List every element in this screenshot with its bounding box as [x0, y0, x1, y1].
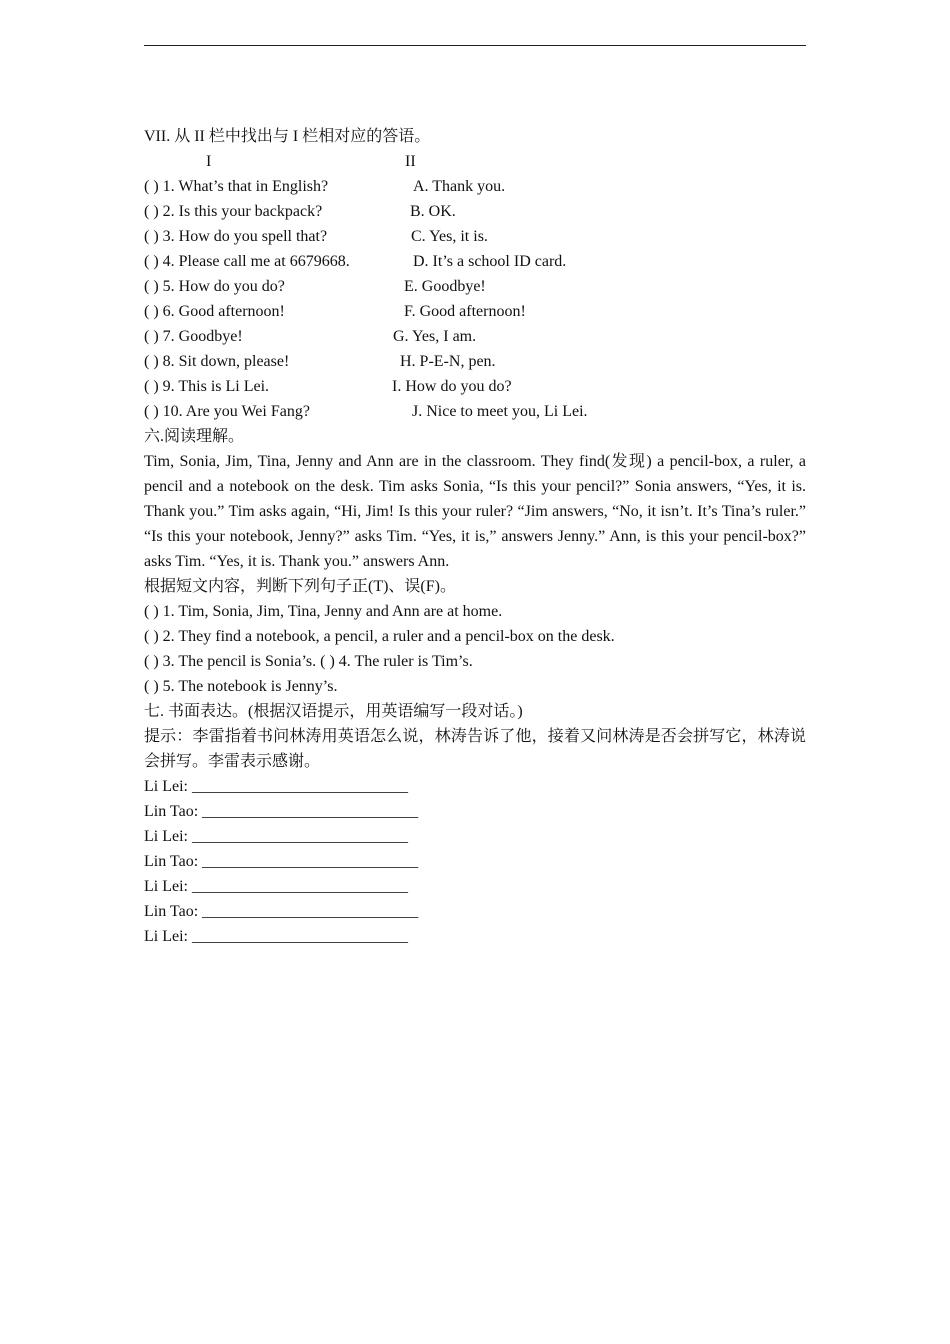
- matching-row: [144, 224, 806, 249]
- true-false-text: ( ) 3. The pencil is Sonia’s. ( ) 4. The ruler is Tim’s.: [144, 653, 473, 670]
- true-false-item: [144, 649, 806, 674]
- matching-row: [144, 324, 806, 349]
- matching-row: [144, 349, 806, 374]
- answer-text: B. OK.: [410, 203, 456, 220]
- dialogue-blank: Lin Tao: ___________________________: [144, 803, 419, 820]
- dialogue-line: [144, 924, 806, 949]
- answer-text: H. P-E-N, pen.: [400, 353, 496, 370]
- dialogue-line: [144, 899, 806, 924]
- section-title-text: VII. 从 II 栏中找出与 I 栏相对应的答语。: [144, 128, 431, 145]
- answer-text: G. Yes, I am.: [393, 328, 477, 345]
- question-text: ( ) 8. Sit down, please!: [144, 353, 290, 370]
- matching-row: [144, 299, 806, 324]
- question-text: ( ) 4. Please call me at 6679668.: [144, 253, 350, 270]
- matching-row: [144, 399, 806, 424]
- writing-title: [144, 699, 806, 724]
- question-text: ( ) 5. How do you do?: [144, 278, 285, 295]
- question-text: ( ) 2. Is this your backpack?: [144, 203, 323, 220]
- true-false-text: ( ) 2. They find a notebook, a pencil, a ruler and a pencil-box on the desk.: [144, 628, 615, 645]
- answer-text: E. Goodbye!: [404, 278, 486, 295]
- dialogue-blank: Li Lei: ___________________________: [144, 778, 408, 795]
- reading-title-text: 六.阅读理解。: [144, 428, 245, 445]
- dialogue-line: [144, 774, 806, 799]
- true-false-item: [144, 674, 806, 699]
- column-ii-header: II: [405, 153, 416, 170]
- matching-row: [144, 199, 806, 224]
- column-i-header: I: [206, 153, 212, 170]
- reading-instruction: [144, 574, 806, 599]
- question-text: ( ) 6. Good afternoon!: [144, 303, 285, 320]
- true-false-item: [144, 624, 806, 649]
- true-false-item: [144, 599, 806, 624]
- question-text: ( ) 1. What’s that in English?: [144, 178, 329, 195]
- dialogue-blank: Li Lei: ___________________________: [144, 878, 408, 895]
- dialogue-line: [144, 799, 806, 824]
- writing-hint: 提示：李雷指着书问林涛用英语怎么说，林涛告诉了他，接着又问林涛是否会拼写它，林涛说会拼写。李雷表示感谢。: [144, 728, 806, 770]
- question-text: ( ) 3. How do you spell that?: [144, 228, 328, 245]
- dialogue-blank: Lin Tao: ___________________________: [144, 903, 419, 920]
- dialogue-line: [144, 849, 806, 874]
- dialogue-blank: Lin Tao: ___________________________: [144, 853, 419, 870]
- matching-row: [144, 374, 806, 399]
- answer-text: C. Yes, it is.: [411, 228, 488, 245]
- question-text: ( ) 10. Are you Wei Fang?: [144, 403, 310, 420]
- answer-text: D. It’s a school ID card.: [413, 253, 567, 270]
- reading-title: [144, 424, 806, 449]
- column-headers: [144, 149, 806, 174]
- dialogue-blank: Li Lei: ___________________________: [144, 828, 408, 845]
- matching-row: [144, 174, 806, 199]
- matching-row: [144, 274, 806, 299]
- worksheet-content: [144, 124, 806, 949]
- question-text: ( ) 9. This is Li Lei.: [144, 378, 270, 395]
- dialogue-blank: Li Lei: ___________________________: [144, 928, 408, 945]
- matching-row: [144, 249, 806, 274]
- answer-text: A. Thank you.: [413, 178, 506, 195]
- true-false-text: ( ) 5. The notebook is Jenny’s.: [144, 678, 338, 695]
- section-7-title: [144, 124, 806, 149]
- answer-text: F. Good afternoon!: [404, 303, 526, 320]
- header-rule: [144, 45, 806, 46]
- true-false-text: ( ) 1. Tim, Sonia, Jim, Tina, Jenny and Ann are at home.: [144, 603, 503, 620]
- question-text: ( ) 7. Goodbye!: [144, 328, 243, 345]
- dialogue-line: [144, 874, 806, 899]
- dialogue-line: [144, 824, 806, 849]
- answer-text: J. Nice to meet you, Li Lei.: [412, 403, 588, 420]
- reading-passage: Tim, Sonia, Jim, Tina, Jenny and Ann are in the classroom. They find(发现) a pencil-box, a ruler, a pencil and a notebook on the desk. Tim asks Sonia, “Is this your pencil?” Sonia answers, “Yes, it is. Thank you.” Tim asks again, “Hi, Jim! Is this your ruler? “Jim answers, “No, it isn’t. It’s Tina’s ruler.” “Is this your notebook, Jenny?” asks Tim. “Yes, it is,” answers Jenny.” Ann, is this your pencil-box?” asks Tim. “Yes, it is. Thank you.” answers Ann.: [144, 453, 806, 570]
- reading-instruction-text: 根据短文内容，判断下列句子正(T)、误(F)。: [144, 578, 456, 595]
- answer-text: I. How do you do?: [392, 378, 512, 395]
- writing-title-text: 七. 书面表达。(根据汉语提示，用英语编写一段对话。): [144, 703, 523, 720]
